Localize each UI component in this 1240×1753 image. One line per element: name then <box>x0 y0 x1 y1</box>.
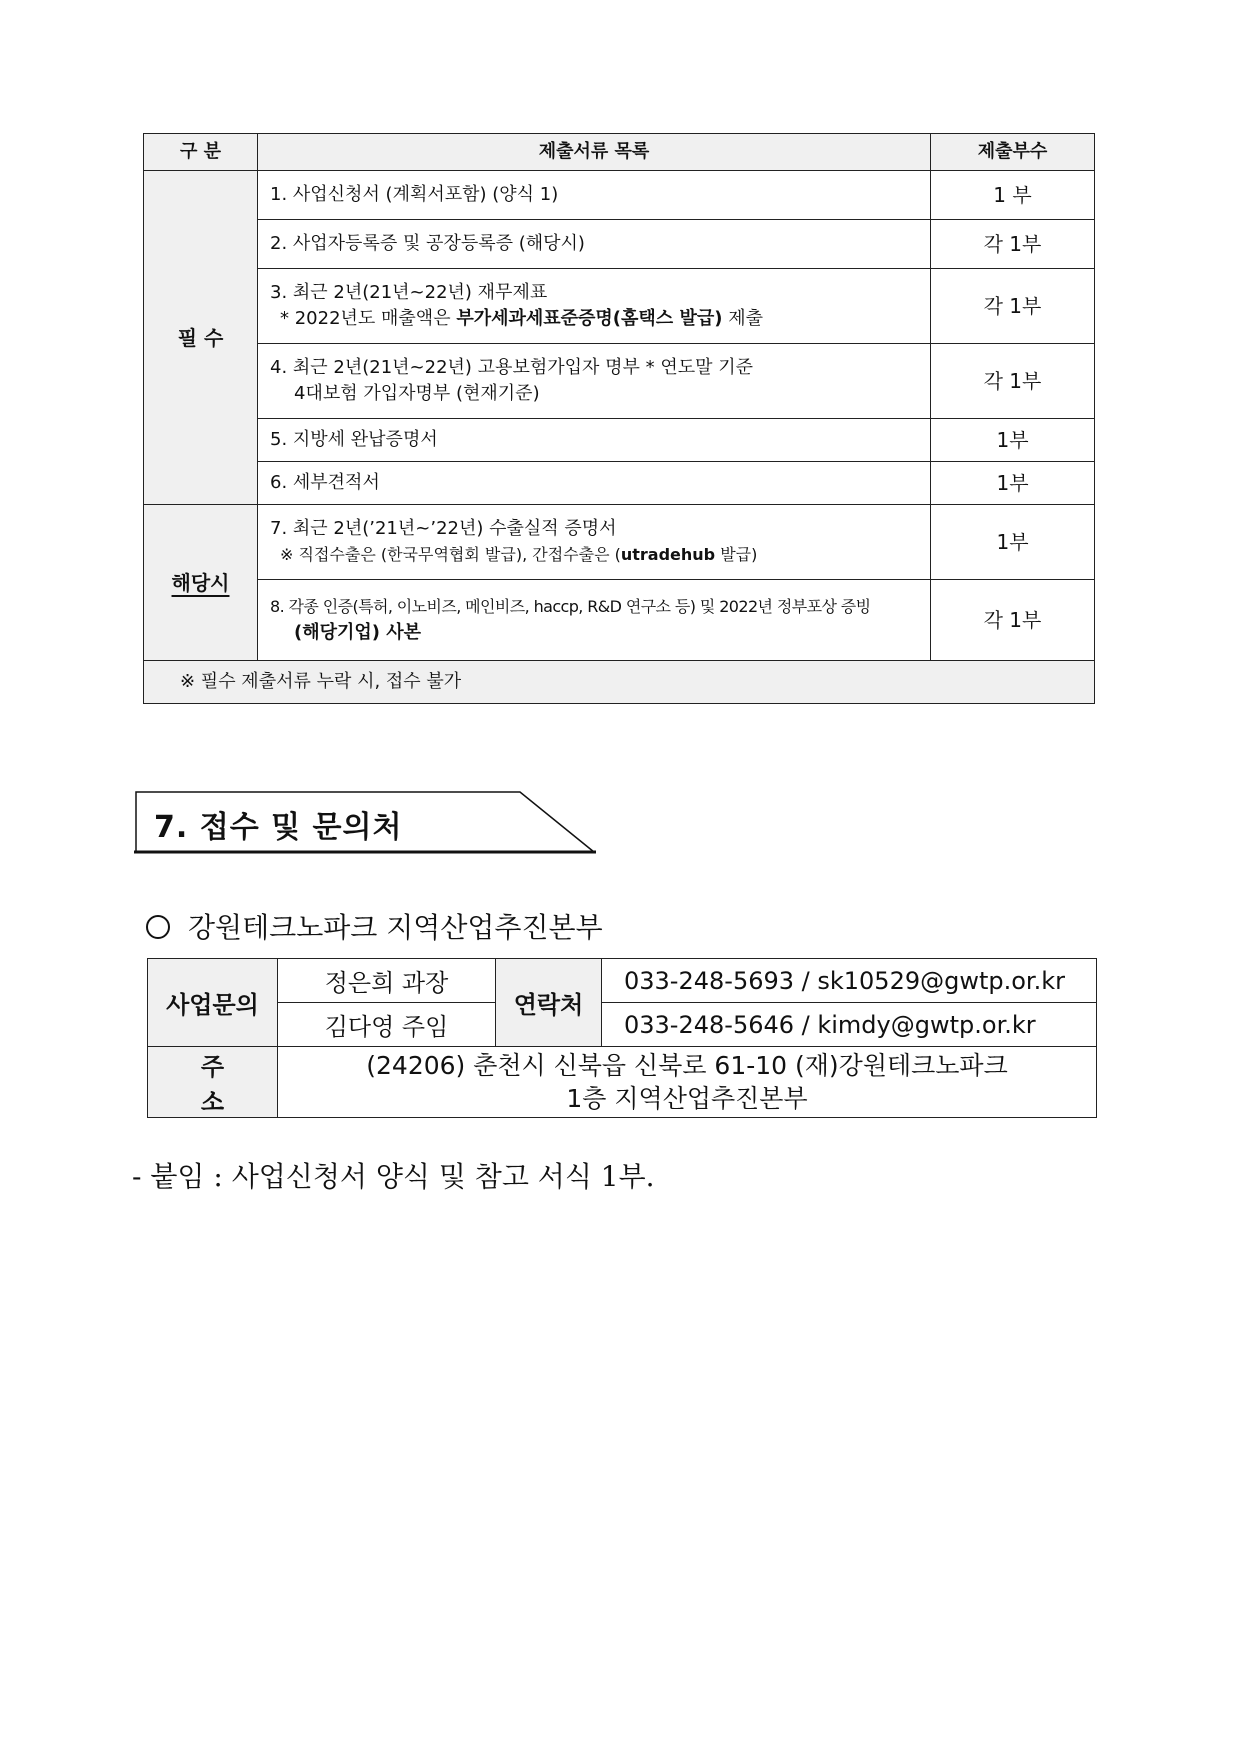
contact-phone-email: 033-248-5646 / kimdy@gwtp.or.kr <box>602 1003 1097 1047</box>
note-text: * 2022년도 매출액은 <box>280 308 457 329</box>
document-item <box>258 269 931 344</box>
submission-documents-table <box>143 133 1095 704</box>
document-item: 6. 세부견적서 <box>258 462 931 505</box>
table-header-row <box>144 134 1095 171</box>
note-text: 제출 <box>722 308 763 329</box>
table-row <box>144 171 1095 220</box>
copies-count: 1 부 <box>931 171 1095 220</box>
category-applicable <box>144 505 258 661</box>
section-header <box>134 790 596 854</box>
table-row <box>148 959 1097 1003</box>
table-row <box>144 580 1095 661</box>
address-value <box>278 1047 1097 1118</box>
copies-count: 1부 <box>931 505 1095 580</box>
table-row <box>144 269 1095 344</box>
contact-info-label: 연락처 <box>496 959 602 1047</box>
document-item-note <box>270 306 930 332</box>
header-copies: 제출부수 <box>931 134 1095 171</box>
document-item-line: 8. 각종 인증(특허, 이노비즈, 메인비즈, haccp, R&D 연구소 등) 및 2022년 정부포상 증빙 <box>270 597 871 616</box>
table-row <box>144 462 1095 505</box>
copies-count: 각 1부 <box>931 269 1095 344</box>
note-text: 발급) <box>715 545 758 564</box>
footnote-row <box>144 661 1095 704</box>
note-bold-text: 부가세과세표준증명(홈택스 발급) <box>456 308 723 329</box>
copies-count: 1부 <box>931 462 1095 505</box>
document-item <box>258 580 931 661</box>
organization-line <box>146 906 603 946</box>
category-required: 필 수 <box>144 171 258 505</box>
contact-phone-email: 033-248-5693 / sk10529@gwtp.or.kr <box>602 959 1097 1003</box>
table-row <box>148 1047 1097 1118</box>
contact-person-name: 김다영 주임 <box>278 1003 496 1047</box>
copies-count: 각 1부 <box>931 580 1095 661</box>
header-category: 구 분 <box>144 134 258 171</box>
footnote: ※ 필수 제출서류 누락 시, 접수 불가 <box>144 661 1095 704</box>
organization-name: 강원테크노파크 지역산업추진본부 <box>188 911 603 944</box>
address-line: (24206) 춘천시 신북읍 신북로 61-10 (재)강원테크노파크 <box>366 1051 1008 1080</box>
header-document-list: 제출서류 목록 <box>258 134 931 171</box>
note-bold-text: utradehub <box>620 545 716 564</box>
document-item <box>258 344 931 419</box>
table-row <box>144 344 1095 419</box>
document-item-bold-line: (해당기업) 사본 <box>294 622 422 643</box>
document-item <box>258 505 931 580</box>
table-row <box>144 419 1095 462</box>
copies-count: 1부 <box>931 419 1095 462</box>
document-item-line: 3. 최근 2년(21년~22년) 재무제표 <box>270 282 548 303</box>
document-item: 5. 지방세 완납증명서 <box>258 419 931 462</box>
copies-count: 각 1부 <box>931 344 1095 419</box>
document-item-line: 4. 최근 2년(21년~22년) 고용보험가입자 명부 * 연도말 기준 <box>270 357 753 378</box>
table-row <box>148 1003 1097 1047</box>
table-row <box>144 505 1095 580</box>
contact-person-name: 정은희 과장 <box>278 959 496 1003</box>
document-item-note <box>270 542 930 568</box>
circle-bullet-icon <box>146 915 170 939</box>
document-item-line: 7. 최근 2년(’21년~’22년) 수출실적 증명서 <box>270 518 617 539</box>
category-applicable-label: 해당시 <box>171 570 230 595</box>
section-title: 7. 접수 및 문의처 <box>154 810 403 845</box>
address-line: 1층 지역산업추진본부 <box>566 1084 808 1113</box>
business-inquiry-label: 사업문의 <box>148 959 278 1047</box>
document-item-line: 4대보험 가입자명부 (현재기준) <box>294 383 540 404</box>
contact-table <box>147 958 1097 1118</box>
address-label: 주 소 <box>148 1047 278 1118</box>
note-text: ※ 직접수출은 (한국무역협회 발급), 간접수출은 ( <box>280 545 621 564</box>
copies-count: 각 1부 <box>931 220 1095 269</box>
attachment-note: - 붙임 : 사업신청서 양식 및 참고 서식 1부. <box>132 1160 655 1193</box>
document-item: 1. 사업신청서 (계획서포함) (양식 1) <box>258 171 931 220</box>
table-row <box>144 220 1095 269</box>
document-item: 2. 사업자등록증 및 공장등록증 (해당시) <box>258 220 931 269</box>
